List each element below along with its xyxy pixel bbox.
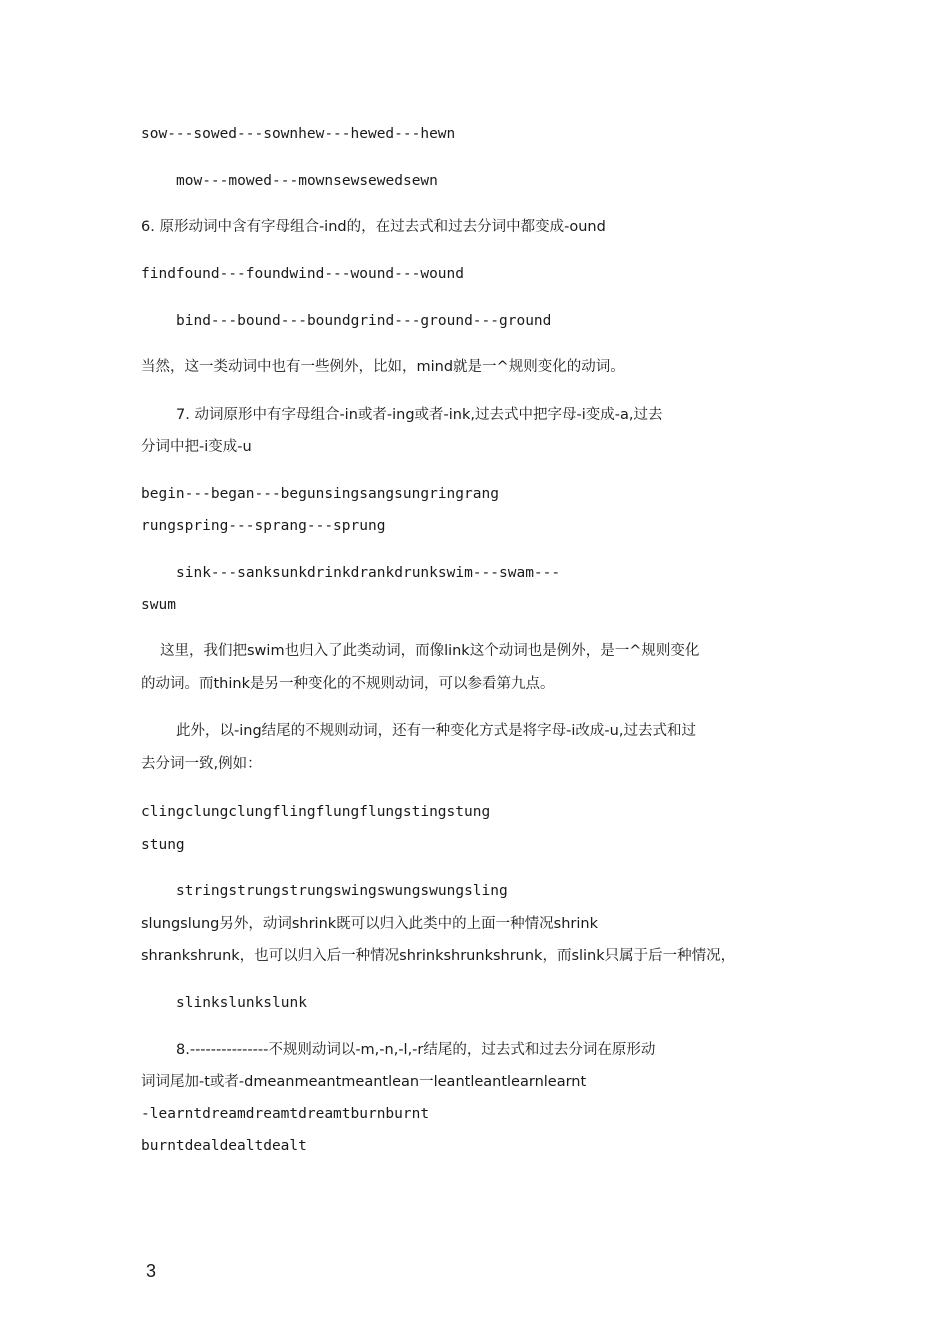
text-line-22: slinkslunkslunk [176, 995, 307, 1011]
page-number: 3 [146, 1261, 157, 1281]
text-line-18: stung [141, 837, 185, 853]
text-line-9: begin---began---begunsingsangsungringrang [141, 486, 499, 502]
text-line-20: slungslung另外，动词shrink既可以归入此类中的上面一种情况shrink [141, 916, 598, 932]
text-line-2: mow---mowed---mownsewsewedsewn [176, 173, 438, 189]
text-line-19: stringstrungstrungswingswungswungsling [176, 883, 508, 899]
text-line-14: 的动词。而think是另一种变化的不规则动词，可以参看第九点。 [141, 676, 555, 692]
text-line-21: shrankshrunk，也可以归入后一种情况shrinkshrunkshrunk，而slink只属于后一种情况， [141, 948, 736, 964]
text-line-13: 这里，我们把swim也归入了此类动词，而像link这个动词也是例外，是一^规则变化 [160, 643, 700, 659]
text-line-12: swum [141, 597, 176, 613]
text-line-16: 去分词一致,例如： [141, 756, 262, 772]
text-line-5: bind---bound---boundgrind---ground---ground [176, 313, 552, 329]
text-line-3: 6. 原形动词中含有字母组合-ind的，在过去式和过去分词中都变成-ound [141, 219, 606, 235]
text-line-7: 7. 动词原形中有字母组合-in或者-ing或者-ink,过去式中把字母-i变成-a,过去 [176, 407, 663, 423]
text-line-23: 8.---------------不规则动词以-m,-n,-l,-r结尾的，过去式和过去分词在原形动 [176, 1042, 656, 1058]
text-line-24: 词词尾加-t或者-dmeanmeantmeantlean一leantleantlearnlearnt [141, 1074, 587, 1090]
text-line-15: 此外，以-ing结尾的不规则动词，还有一种变化方式是将字母-i改成-u,过去式和过 [176, 723, 696, 739]
text-line-8: 分词中把-i变成-u [141, 439, 252, 455]
text-line-25: -learntdreamdreamtdreamtburnburnt [141, 1106, 430, 1122]
text-line-11: sink---sanksunkdrinkdrankdrunkswim---swam--- [176, 565, 561, 581]
text-line-10: rungspring---sprang---sprung [141, 518, 386, 534]
text-line-6: 当然，这一类动词中也有一些例外，比如，mind就是一^规则变化的动词。 [141, 359, 625, 375]
text-line-17: clingclungclungflingflungflungstingstung [141, 804, 491, 820]
text-line-1: sow---sowed---sownhew---hewed---hewn [141, 126, 456, 142]
text-line-4: findfound---foundwind---wound---wound [141, 266, 465, 282]
text-line-26: burntdealdealtdealt [141, 1138, 307, 1154]
